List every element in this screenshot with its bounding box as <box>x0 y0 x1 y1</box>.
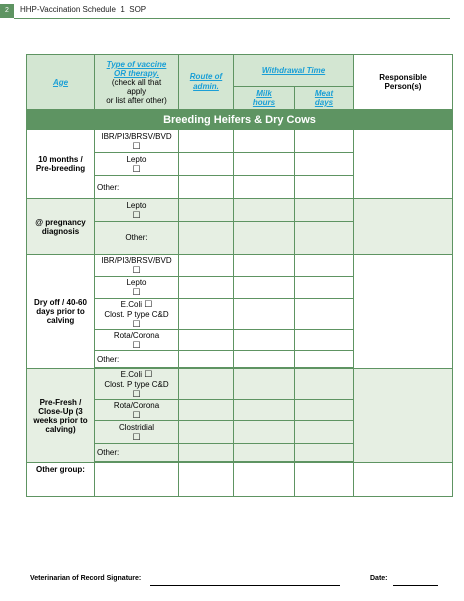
vaccine-cell[interactable] <box>95 463 179 497</box>
meat-cell[interactable] <box>295 369 354 400</box>
meat-cell[interactable] <box>295 351 354 368</box>
checkbox[interactable]: ☐ <box>144 368 153 379</box>
meat-days-header: Meat days <box>295 87 354 110</box>
milk-cell[interactable] <box>234 277 295 299</box>
group-label-pre-breeding: 10 months / Pre-breeding <box>27 130 95 199</box>
responsible-cell[interactable] <box>354 130 453 199</box>
table-row <box>27 130 453 153</box>
table-row <box>27 199 453 222</box>
milk-cell[interactable] <box>234 351 295 368</box>
checkbox[interactable]: ☐ <box>132 140 141 151</box>
checkbox[interactable]: ☐ <box>132 431 141 442</box>
group-label-pre-fresh: Pre-Fresh / Close-Up (3 weeks prior to calving) <box>27 369 95 463</box>
signature-label: Veterinarian of Record Signature: <box>30 575 142 582</box>
page-header <box>0 0 464 18</box>
checkbox[interactable]: ☐ <box>132 209 141 220</box>
meat-cell[interactable] <box>295 421 354 444</box>
milk-cell[interactable] <box>234 130 295 153</box>
signature-line[interactable] <box>150 585 340 586</box>
vaccine-option: E.Coli ☐ Clost. P type C&D ☐ <box>95 299 179 330</box>
milk-cell[interactable] <box>234 176 295 199</box>
vaccination-schedule-table <box>26 54 453 497</box>
meat-cell[interactable] <box>295 299 354 330</box>
responsible-person-header: Responsible Person(s) <box>354 55 453 110</box>
route-cell[interactable] <box>179 199 234 222</box>
responsible-cell[interactable] <box>354 463 453 497</box>
route-cell[interactable] <box>179 369 234 400</box>
route-cell[interactable] <box>179 330 234 351</box>
milk-cell[interactable] <box>234 369 295 400</box>
checkbox[interactable]: ☐ <box>132 318 141 329</box>
route-cell[interactable] <box>179 130 234 153</box>
route-cell[interactable] <box>179 421 234 444</box>
responsible-cell[interactable] <box>354 199 453 255</box>
age-header: Age <box>27 55 95 110</box>
responsible-cell[interactable] <box>354 255 453 369</box>
route-cell[interactable] <box>179 299 234 330</box>
meat-cell[interactable] <box>295 255 354 277</box>
responsible-cell[interactable] <box>354 369 453 463</box>
group-label-dry-off: Dry off / 40-60 days prior to calving <box>27 255 95 369</box>
meat-cell[interactable] <box>295 277 354 299</box>
meat-cell[interactable] <box>295 153 354 176</box>
milk-cell[interactable] <box>234 421 295 444</box>
checkbox[interactable]: ☐ <box>132 163 141 174</box>
route-cell[interactable] <box>179 463 234 497</box>
vaccine-option: Rota/Corona ☐ <box>95 400 179 421</box>
checkbox[interactable]: ☐ <box>132 388 141 399</box>
table-row <box>27 369 453 400</box>
date-label: Date: <box>370 575 388 582</box>
vaccine-option: Lepto ☐ <box>95 153 179 176</box>
vaccine-option: Lepto ☐ <box>95 277 179 299</box>
section-title: Breeding Heifers & Dry Cows <box>27 110 453 130</box>
meat-cell[interactable] <box>295 463 354 497</box>
header-rule <box>14 18 450 19</box>
other-field[interactable]: Other: <box>95 222 179 255</box>
vaccine-option: Lepto ☐ <box>95 199 179 222</box>
milk-cell[interactable] <box>234 444 295 462</box>
route-cell[interactable] <box>179 277 234 299</box>
milk-cell[interactable] <box>234 199 295 222</box>
table-row <box>27 255 453 277</box>
date-line[interactable] <box>393 585 438 586</box>
meat-cell[interactable] <box>295 199 354 222</box>
route-cell[interactable] <box>179 176 234 199</box>
meat-cell[interactable] <box>295 130 354 153</box>
checkbox[interactable]: ☐ <box>132 287 141 297</box>
route-cell[interactable] <box>179 255 234 277</box>
page-number: 2 <box>0 4 14 18</box>
withdrawal-time-header: Withdrawal Time <box>234 55 354 87</box>
milk-cell[interactable] <box>234 463 295 497</box>
header-row <box>27 55 453 87</box>
route-cell[interactable] <box>179 444 234 462</box>
meat-cell[interactable] <box>295 222 354 255</box>
other-field[interactable]: Other: <box>95 444 179 462</box>
vaccine-option: IBR/PI3/BRSV/BVD ☐ <box>95 130 179 153</box>
section-title-row <box>27 110 453 130</box>
other-field[interactable]: Other: <box>95 351 179 368</box>
milk-cell[interactable] <box>234 255 295 277</box>
vaccine-option: IBR/PI3/BRSV/BVD ☐ <box>95 255 179 277</box>
milk-cell[interactable] <box>234 330 295 351</box>
route-cell[interactable] <box>179 222 234 255</box>
group-label-pregnancy-diagnosis: @ pregnancy diagnosis <box>27 199 95 255</box>
route-cell[interactable] <box>179 400 234 421</box>
vaccine-option: Clostridial ☐ <box>95 421 179 444</box>
checkbox[interactable]: ☐ <box>132 409 141 420</box>
meat-cell[interactable] <box>295 444 354 462</box>
document-title: HHP-Vaccination Schedule 1 SOP <box>20 5 147 14</box>
meat-cell[interactable] <box>295 400 354 421</box>
vaccine-option: E.Coli ☐ Clost. P type C&D ☐ <box>95 369 179 400</box>
checkbox[interactable]: ☐ <box>132 339 141 350</box>
milk-cell[interactable] <box>234 153 295 176</box>
milk-cell[interactable] <box>234 299 295 330</box>
milk-cell[interactable] <box>234 222 295 255</box>
route-header: Route of admin. <box>179 55 234 110</box>
milk-hours-header: Milk hours <box>234 87 295 110</box>
group-label-other: Other group: <box>27 463 95 497</box>
meat-cell[interactable] <box>295 176 354 199</box>
checkbox[interactable]: ☐ <box>144 298 153 309</box>
meat-cell[interactable] <box>295 330 354 351</box>
other-field[interactable]: Other: <box>95 176 179 199</box>
route-cell[interactable] <box>179 351 234 368</box>
checkbox[interactable]: ☐ <box>132 265 141 275</box>
vaccine-option: Rota/Corona ☐ <box>95 330 179 351</box>
table-row <box>27 463 453 497</box>
milk-cell[interactable] <box>234 400 295 421</box>
vaccine-type-header: Type of vaccine OR therapy. (check all that apply or list after other) <box>95 55 179 110</box>
route-cell[interactable] <box>179 153 234 176</box>
